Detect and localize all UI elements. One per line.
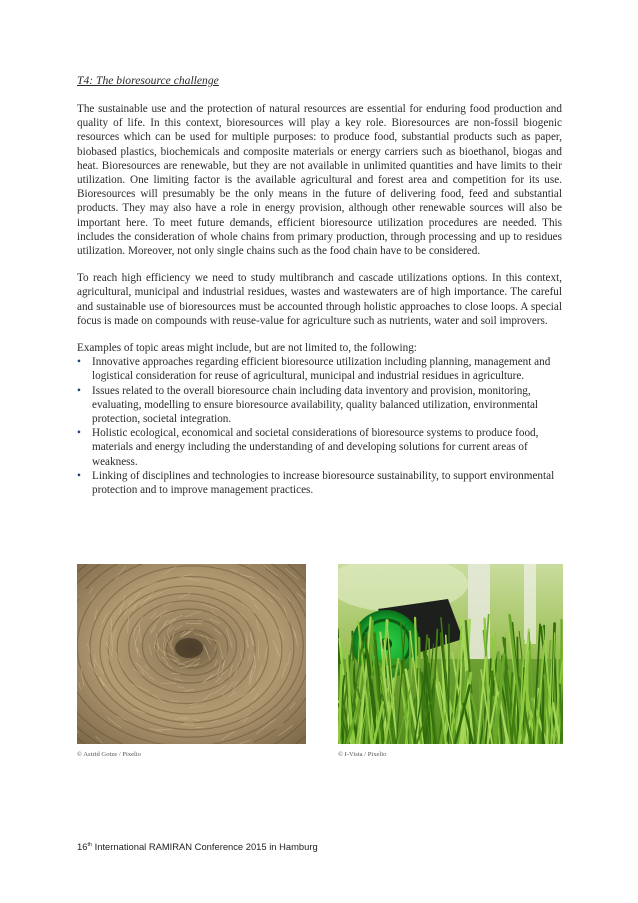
page-footer [77,841,318,852]
lawn-mower-image [338,564,563,744]
topic-item: • Linking of disciplines and technologies to increase bioresource sustainability, to support environmental protection and to improve management practices. [77,469,562,497]
topics-intro: Examples of topic areas might include, but are not limited to, the following: [77,342,417,355]
main-content [77,74,562,497]
topic-item: • Innovative approaches regarding efficient bioresource utilization including planning, management and logistical consideration for reuse of agricultural, municipal and industrial residues in agriculture. [77,355,562,383]
topics-list [77,355,562,497]
topic-item: • Issues related to the overall bioresource chain including data inventory and provision, monitoring, evaluating, modelling to ensure bioresource availability, quality balanced utilization, environmental protection, societal integration. [77,384,562,427]
straw-bale-image [77,564,306,744]
lawn-mower-photo [338,564,563,744]
paragraph-1: The sustainable use and the protection of natural resources are essential for enduring food production and quality of life. In this context, bioresources will play a key role. Bioresources are non-fossil biogenic resources which can be used for multiple purposes: to produce food, substantial products such as paper, biobased plastics, biochemicals and composite materials or energy carriers such as bioethanol, biogas and heat. Bioresources are renewable, but they are not available in unlimited quantities and have limits to their utilization. One limiting factor is the available agricultural and forest area and competition for its use. Bioresources will presumably be the only means in the future of delivering food, feed and substantial products. They may also have a role in energy provision, although other renewable sources will also be important here. To meet future demands, efficient bioresource utilization procedures are needed. This includes the consideration of whole chains from primary production, through processing and up to residues utilization. Moreover, not only single chains such as the food chain have to be considered. [77,103,562,258]
topic-item: • Holistic ecological, economical and societal considerations of bioresource systems to produce food, materials and energy including the understanding of and developing solutions for current areas of weakness. [77,426,562,469]
footer-ordinal: th [87,841,93,848]
section-title: T4: The bioresource challenge [77,74,219,87]
straw-bale-photo [77,564,306,744]
left-photo-credit: © Astrid Gotze / Pixelio [77,751,141,758]
footer-number: 16 [77,841,88,852]
right-photo-credit: © I-Vista / Pixelio [338,751,387,758]
paragraph-2: To reach high efficiency we need to study multibranch and cascade utilizations options. In this context, agricultural, municipal and industrial residues, wastes and wastewaters are of high importance. The careful and sustainable use of bioresources must be accounted through holistic approaches to close loops. A special focus is made on compounds with reuse-value for agriculture such as nutrients, water and soil improvers. [77,272,562,327]
footer-text: International RAMIRAN Conference 2015 in Hamburg [92,841,318,852]
